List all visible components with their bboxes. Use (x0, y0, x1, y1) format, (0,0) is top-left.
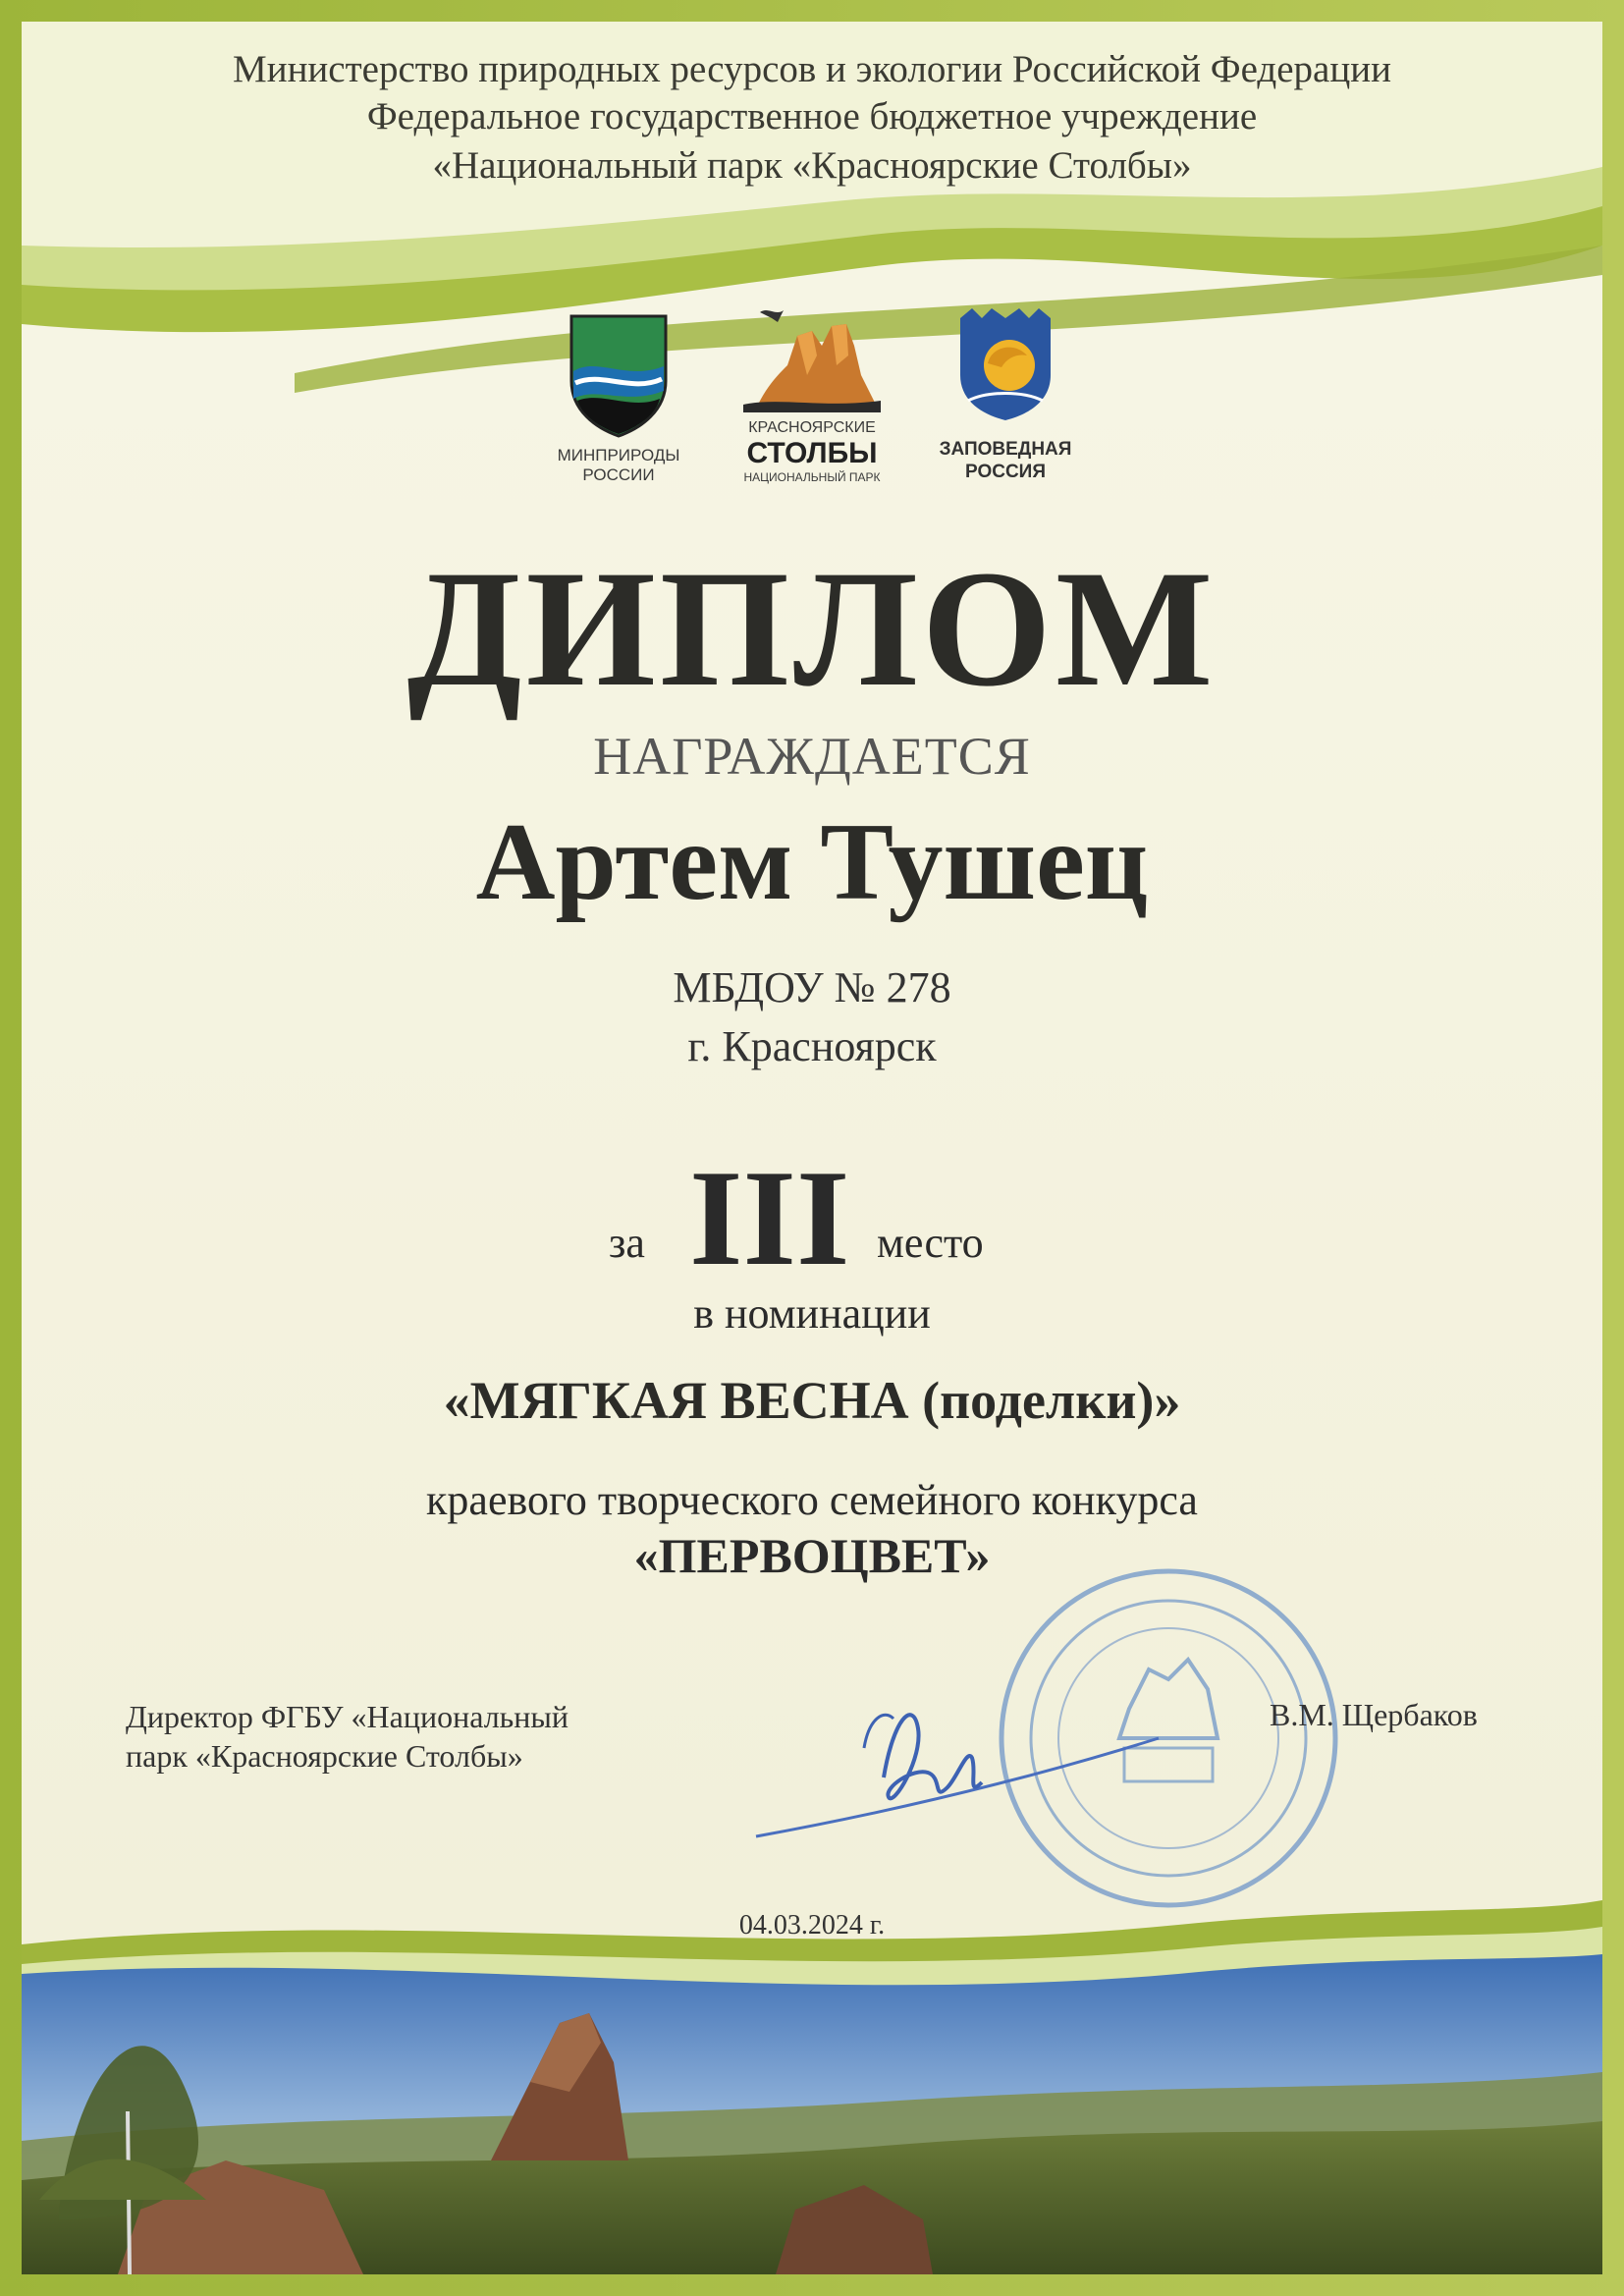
director-position-line1: Директор ФГБУ «Национальный (126, 1699, 569, 1734)
stolby-caption-line1: КРАСНОЯРСКИЕ (748, 419, 876, 436)
minprirody-emblem-icon (568, 312, 670, 440)
nomination-intro: в номинации (693, 1289, 931, 1338)
place-number: III (689, 1142, 850, 1294)
contest-description: краевого творческого семейного конкурса (426, 1476, 1198, 1524)
zapovednaya-caption-line1: ЗАПОВЕДНАЯ (939, 439, 1072, 460)
handwritten-signature (746, 1679, 1188, 1846)
minprirody-caption-line2: РОССИИ (582, 465, 655, 484)
contest-name: «ПЕРВОЦВЕТ» (633, 1528, 991, 1583)
zapovednaya-caption (917, 438, 1094, 483)
minprirody-caption (538, 446, 699, 485)
stolby-rocks-icon (738, 306, 886, 414)
organization-name: МБДОУ № 278 (673, 963, 951, 1011)
recipient-name: Артем Тушец (475, 801, 1149, 923)
minprirody-caption-line1: МИНПРИРОДЫ (557, 446, 680, 465)
awarded-label: НАГРАЖДАЕТСЯ (593, 727, 1031, 786)
zapovednaya-emblem-icon (958, 306, 1053, 422)
director-position-line2: парк «Красноярские Столбы» (126, 1738, 523, 1774)
place-word: место (877, 1219, 984, 1267)
header-ministry: Министерство природных ресурсов и экологии Российской Федерации (233, 48, 1391, 90)
nomination-title: «МЯГКАЯ ВЕСНА (поделки)» (443, 1371, 1181, 1430)
diploma-title: ДИПЛОМ (406, 536, 1218, 721)
stolby-caption-line2: СТОЛБЫ (746, 437, 878, 469)
header-institution: Федеральное государственное бюджетное учреждение (366, 95, 1258, 137)
zapovednaya-caption-line2: РОССИЯ (965, 462, 1046, 482)
for-word: за (609, 1219, 645, 1267)
director-position (126, 1697, 568, 1776)
issue-date: 04.03.2024 г. (738, 1910, 886, 1941)
director-name: В.М. Щербаков (1270, 1697, 1478, 1732)
organization-city: г. Красноярск (687, 1022, 937, 1070)
stolby-caption (729, 418, 895, 485)
place-row (0, 1139, 1624, 1294)
stolby-caption-line3: НАЦИОНАЛЬНЫЙ ПАРК (743, 470, 881, 484)
header-park: «Национальный парк «Красноярские Столбы» (432, 144, 1192, 187)
